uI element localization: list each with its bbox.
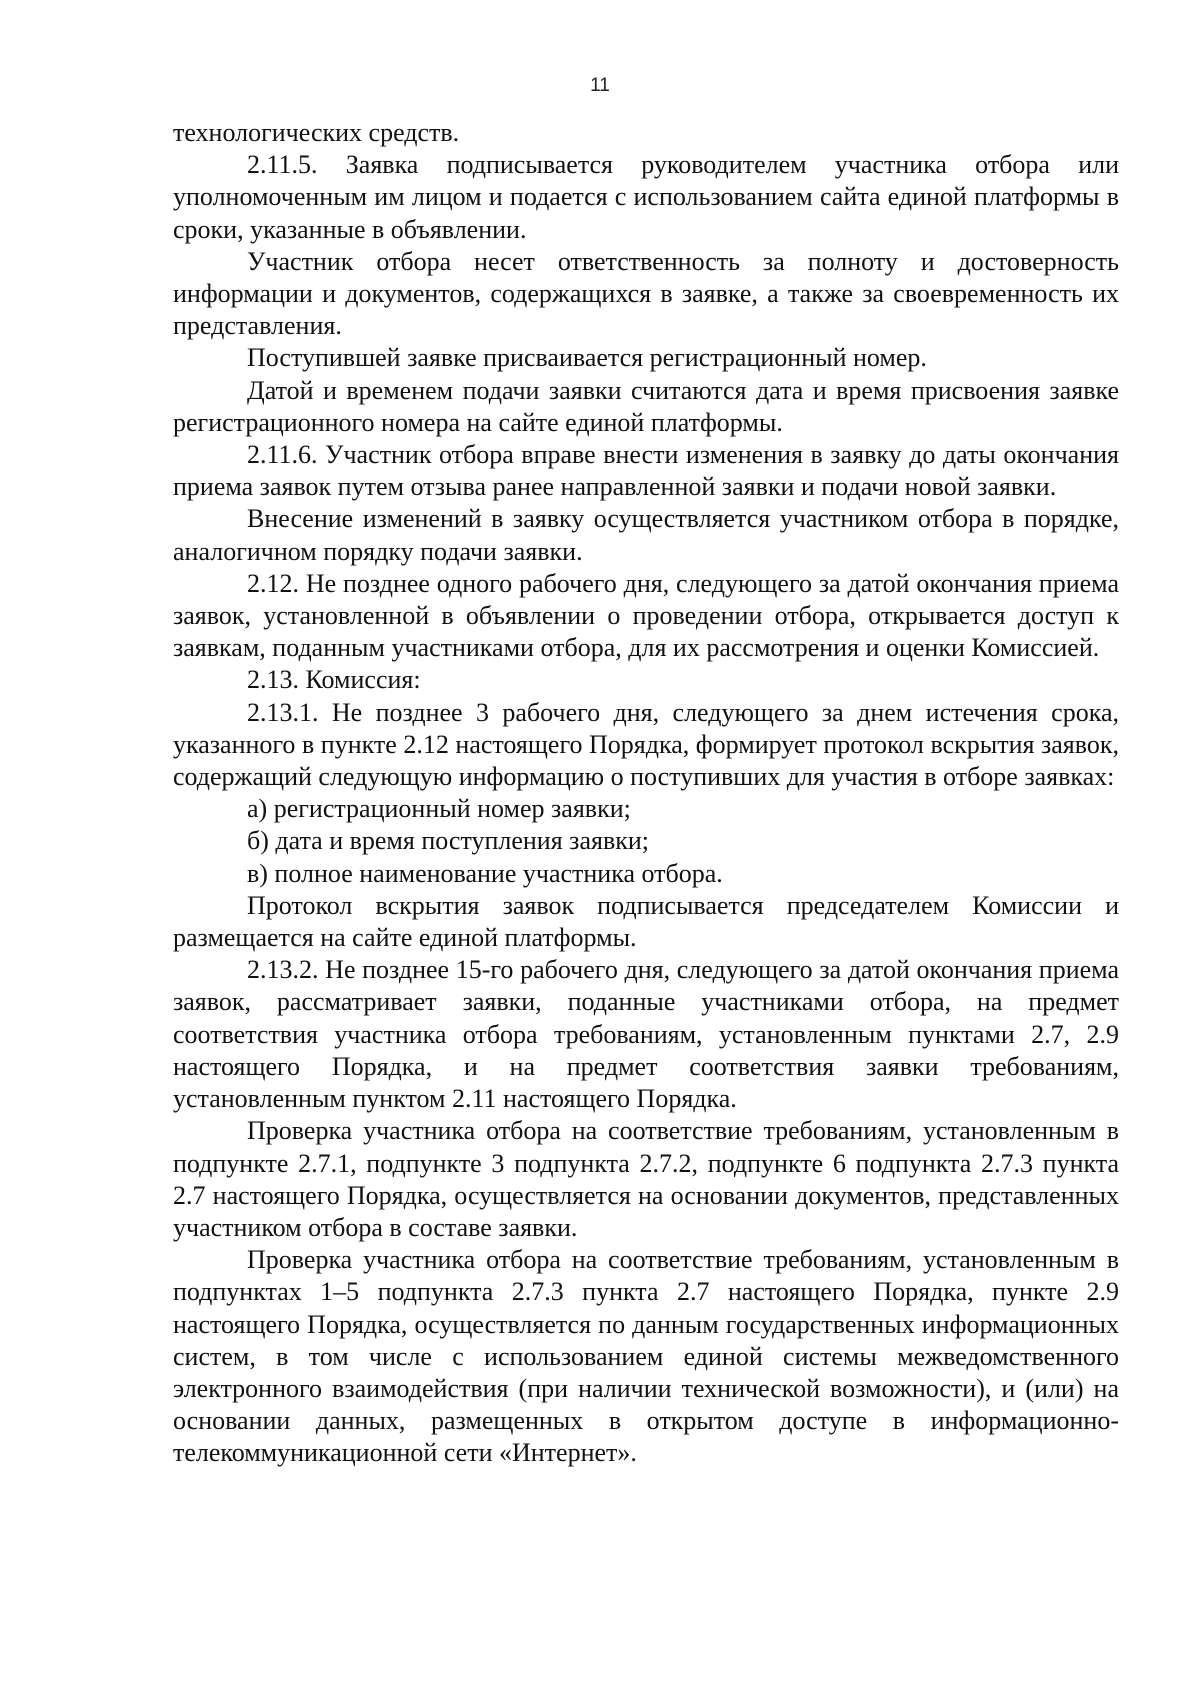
paragraph: 2.13. Комиссия: <box>247 665 421 695</box>
paragraph: Проверка участника отбора на соответствие требованиям, установленным в подпункте 2.7.1, подпункте 3 подпункта 2.7.2, подпункте 6 подпункта 2.7.3 пункта 2.7 настоящего Порядка, осуществляется на основании документов, представленных участником отбора в составе заявки. <box>173 1116 1119 1242</box>
paragraph: Датой и временем подачи заявки считаются дата и время присвоения заявке регистрационного номера на сайте единой платформы. <box>173 375 1119 437</box>
paragraph: Поступившей заявке присваивается регистрационный номер. <box>247 343 927 373</box>
paragraph: 2.11.6. Участник отбора вправе внести изменения в заявку до даты окончания приема заявок путем отзыва ранее направленной заявки и подачи новой заявки. <box>173 440 1119 502</box>
paragraph: 2.12. Не позднее одного рабочего дня, следующего за датой окончания приема заявок, установленной в объявлении о проведении отбора, открывается доступ к заявкам, поданным участниками отбора, для их рассмотрения и оценки Комиссией. <box>173 568 1119 663</box>
paragraph: 2.13.2. Не позднее 15-го рабочего дня, следующего за датой окончания приема заявок, рассматривает заявки, поданные участниками отбора, на предмет соответствия участника отбора требованиям, установленным пунктами 2.7, 2.9 настоящего Порядка, и на предмет соответствия заявки требованиям, установленным пунктом 2.11 настоящего Порядка. <box>173 955 1119 1114</box>
paragraph: Участник отбора несет ответственность за полноту и достоверность информации и документов, содержащихся в заявке, а также за своевременность их представления. <box>173 246 1119 341</box>
paragraph: 2.13.1. Не позднее 3 рабочего дня, следующего за днем истечения срока, указанного в пункте 2.12 настоящего Порядка, формирует протокол вскрытия заявок, содержащий следующую информацию о поступивших для участия в отборе заявках: <box>173 697 1119 792</box>
paragraph: 2.11.5. Заявка подписывается руководителем участника отбора или уполномоченным им лицом и подается с использованием сайта единой платформы в сроки, указанные в объявлении. <box>173 150 1119 244</box>
list-item: в) полное наименование участника отбора. <box>247 858 723 888</box>
page-number: 11 <box>590 75 610 96</box>
paragraph: технологических средств. <box>173 118 460 147</box>
document-body <box>173 117 1119 1470</box>
list-item: а) регистрационный номер заявки; <box>247 794 631 824</box>
paragraph: Проверка участника отбора на соответствие требованиям, установленным в подпунктах 1–5 подпункта 2.7.3 пункта 2.7 настоящего Порядка, пункте 2.9 настоящего Порядка, осуществляется по данным государственных информационных систем, в том числе с использованием единой системы межведомственного электронного взаимодействия (при наличии технической возможности), и (или) на основании данных, размещенных в открытом доступе в информационно-телекоммуникационной сети «Интернет». <box>173 1245 1119 1468</box>
paragraph: Внесение изменений в заявку осуществляется участником отбора в порядке, аналогичном порядку подачи заявки. <box>173 504 1119 566</box>
paragraph: Протокол вскрытия заявок подписывается председателем Комиссии и размещается на сайте единой платформы. <box>173 890 1119 953</box>
list-item: б) дата и время поступления заявки; <box>247 826 649 856</box>
